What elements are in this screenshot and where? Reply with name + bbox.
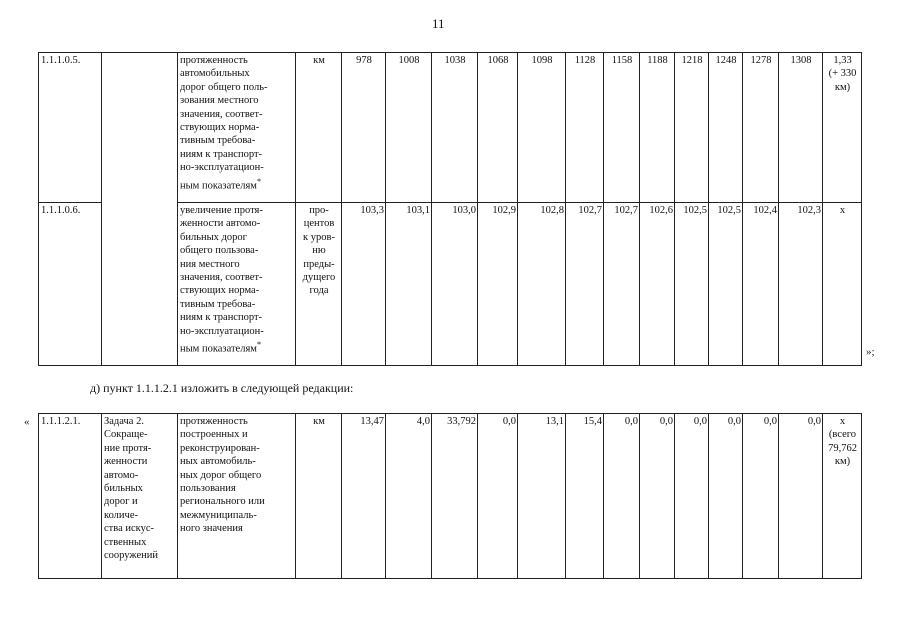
task-cell: Задача 2. Сокраще- ние протя- женности автомо- бильных дорог и количе- ства искус- ственных сооружений [102, 414, 178, 579]
value-cell: 0,0 [743, 414, 779, 579]
value-cell: 15,4 [566, 414, 604, 579]
table-row [39, 53, 862, 203]
value-cell: 1008 [386, 53, 432, 203]
value-cell: 103,0 [432, 203, 478, 366]
value-cell: 0,0 [675, 414, 709, 579]
unit-cell: км [296, 414, 342, 579]
value-cell: 1158 [604, 53, 640, 203]
row-code: 1.1.1.0.5. [39, 53, 102, 203]
amended-indicator-table [38, 413, 862, 579]
page-number: 11 [432, 16, 445, 31]
value-cell: 102,7 [604, 203, 640, 366]
value-cell: 103,3 [342, 203, 386, 366]
value-cell: 978 [342, 53, 386, 203]
indicator-cell: протяженность построенных и реконструирован- ных автомобиль- ных дорог общего пользования регионального или межмуниципаль- ного значения [178, 414, 296, 579]
value-cell: 102,5 [675, 203, 709, 366]
unit-cell: км [296, 53, 342, 203]
value-cell: 0,0 [709, 414, 743, 579]
unit-cell: про- центов к уров- ню преды- дущего года [296, 203, 342, 366]
value-cell: 102,6 [640, 203, 675, 366]
value-cell: 0,0 [478, 414, 518, 579]
value-cell: 1278 [743, 53, 779, 203]
value-cell: 0,0 [604, 414, 640, 579]
table-row [39, 414, 862, 579]
value-cell: 103,1 [386, 203, 432, 366]
value-cell: 102,3 [779, 203, 823, 366]
value-cell: 4,0 [386, 414, 432, 579]
footnote-mark: * [256, 175, 262, 186]
value-cell: 0,0 [779, 414, 823, 579]
value-cell: 102,4 [743, 203, 779, 366]
task-cell [102, 53, 178, 366]
value-cell: 1248 [709, 53, 743, 203]
final-value-cell: х [823, 203, 862, 366]
value-cell: 0,0 [640, 414, 675, 579]
indicator-text: протяженность автомобильных дорог общего поль- зования местного значения, соответ- ствующих норма- тивным требова- ниям к транспорт- но-эксплуатацион- ным показателям [180, 55, 268, 192]
value-cell: 1308 [779, 53, 823, 203]
value-cell: 102,9 [478, 203, 518, 366]
value-cell: 102,7 [566, 203, 604, 366]
value-cell: 33,792 [432, 414, 478, 579]
indicator-cell [178, 53, 296, 203]
footnote-mark: * [256, 339, 262, 350]
final-value-cell: х (всего 79,762 км) [823, 414, 862, 579]
indicator-text: увеличение протя- женности автомо- бильных дорог общего пользова- ния местного значения, соответ- ствующих норма- тивным требова- ниям к транспорт- но-эксплуатацион- ным показателям [180, 205, 264, 355]
value-cell: 102,5 [709, 203, 743, 366]
opening-quote: « [24, 416, 30, 428]
value-cell: 1188 [640, 53, 675, 203]
value-cell: 1038 [432, 53, 478, 203]
value-cell: 1218 [675, 53, 709, 203]
final-value-cell: 1,33 (+ 330 км) [823, 53, 862, 203]
value-cell: 13,47 [342, 414, 386, 579]
closing-quote: »; [866, 346, 875, 358]
value-cell: 13,1 [518, 414, 566, 579]
value-cell: 1098 [518, 53, 566, 203]
row-code: 1.1.1.0.6. [39, 203, 102, 366]
value-cell: 1128 [566, 53, 604, 203]
indicators-table [38, 52, 862, 366]
indicator-cell [178, 203, 296, 366]
value-cell: 1068 [478, 53, 518, 203]
value-cell: 102,8 [518, 203, 566, 366]
row-code: 1.1.1.2.1. [39, 414, 102, 579]
edit-instruction: д) пункт 1.1.1.2.1 изложить в следующей редакции: [90, 381, 354, 395]
